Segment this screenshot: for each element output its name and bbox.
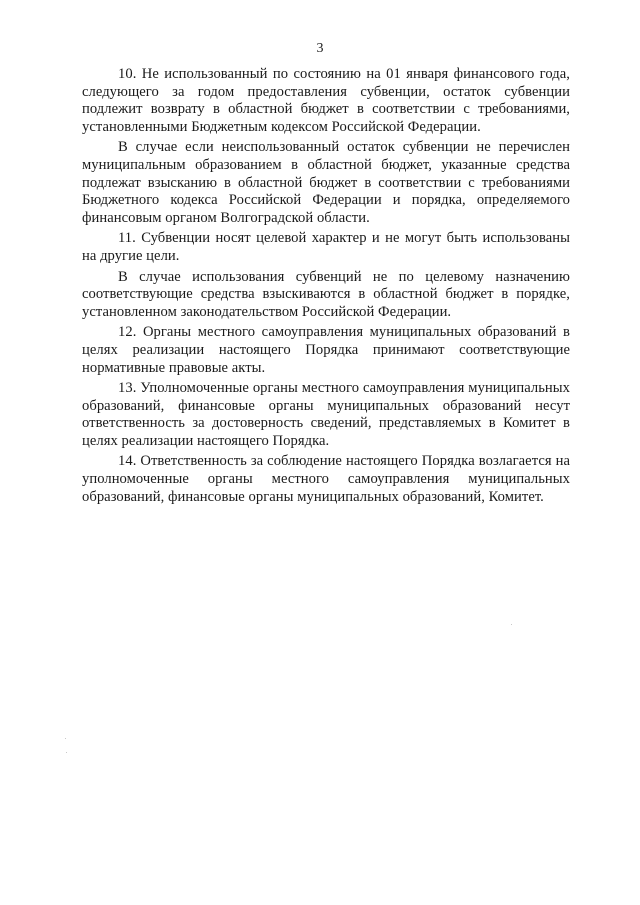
document-body	[82, 66, 570, 506]
paragraph-11-continued: В случае использования субвенций не по целевому назначению соответствующие средства взыскиваются в областной бюджет в порядке, установленном законодательством Российской Федерации.	[82, 268, 570, 320]
scan-speck	[511, 624, 512, 625]
scan-speck	[66, 752, 67, 753]
paragraph-11: 11. Субвенции носят целевой характер и не могут быть использованы на другие цели.	[82, 230, 570, 264]
paragraph-14: 14. Ответственность за соблюдение настоящего Порядка возлагается на уполномоченные органы местного самоуправления муниципальных образований, финансовые органы муниципальных образований, Комитет.	[82, 453, 570, 505]
page-number: 3	[316, 41, 324, 56]
paragraph-13: 13. Уполномоченные органы местного самоуправления муниципальных образований, финансовые органы муниципальных образований несут ответственность за достоверность сведений, представляемых в Комитет в целях реализации настоящего Порядка.	[82, 380, 570, 449]
paragraph-10-continued: В случае если неиспользованный остаток субвенции не перечислен муниципальным образованием в областной бюджет, указанные средства подлежат взысканию в областной бюджет в соответствии с требованиями Бюджетного кодекса Российской Федерации и порядка, определяемого финансовым органом Волгоградской области.	[82, 139, 570, 226]
scan-speck	[65, 738, 66, 739]
paragraph-10: 10. Не использованный по состоянию на 01 января финансового года, следующего за годом предоставления субвенции, остаток субвенции подлежит возврату в областной бюджет в соответствии с требованиями, установленными Бюджетным кодексом Российской Федерации.	[82, 66, 570, 135]
paragraph-12: 12. Органы местного самоуправления муниципальных образований в целях реализации настоящего Порядка принимают соответствующие нормативные правовые акты.	[82, 324, 570, 376]
